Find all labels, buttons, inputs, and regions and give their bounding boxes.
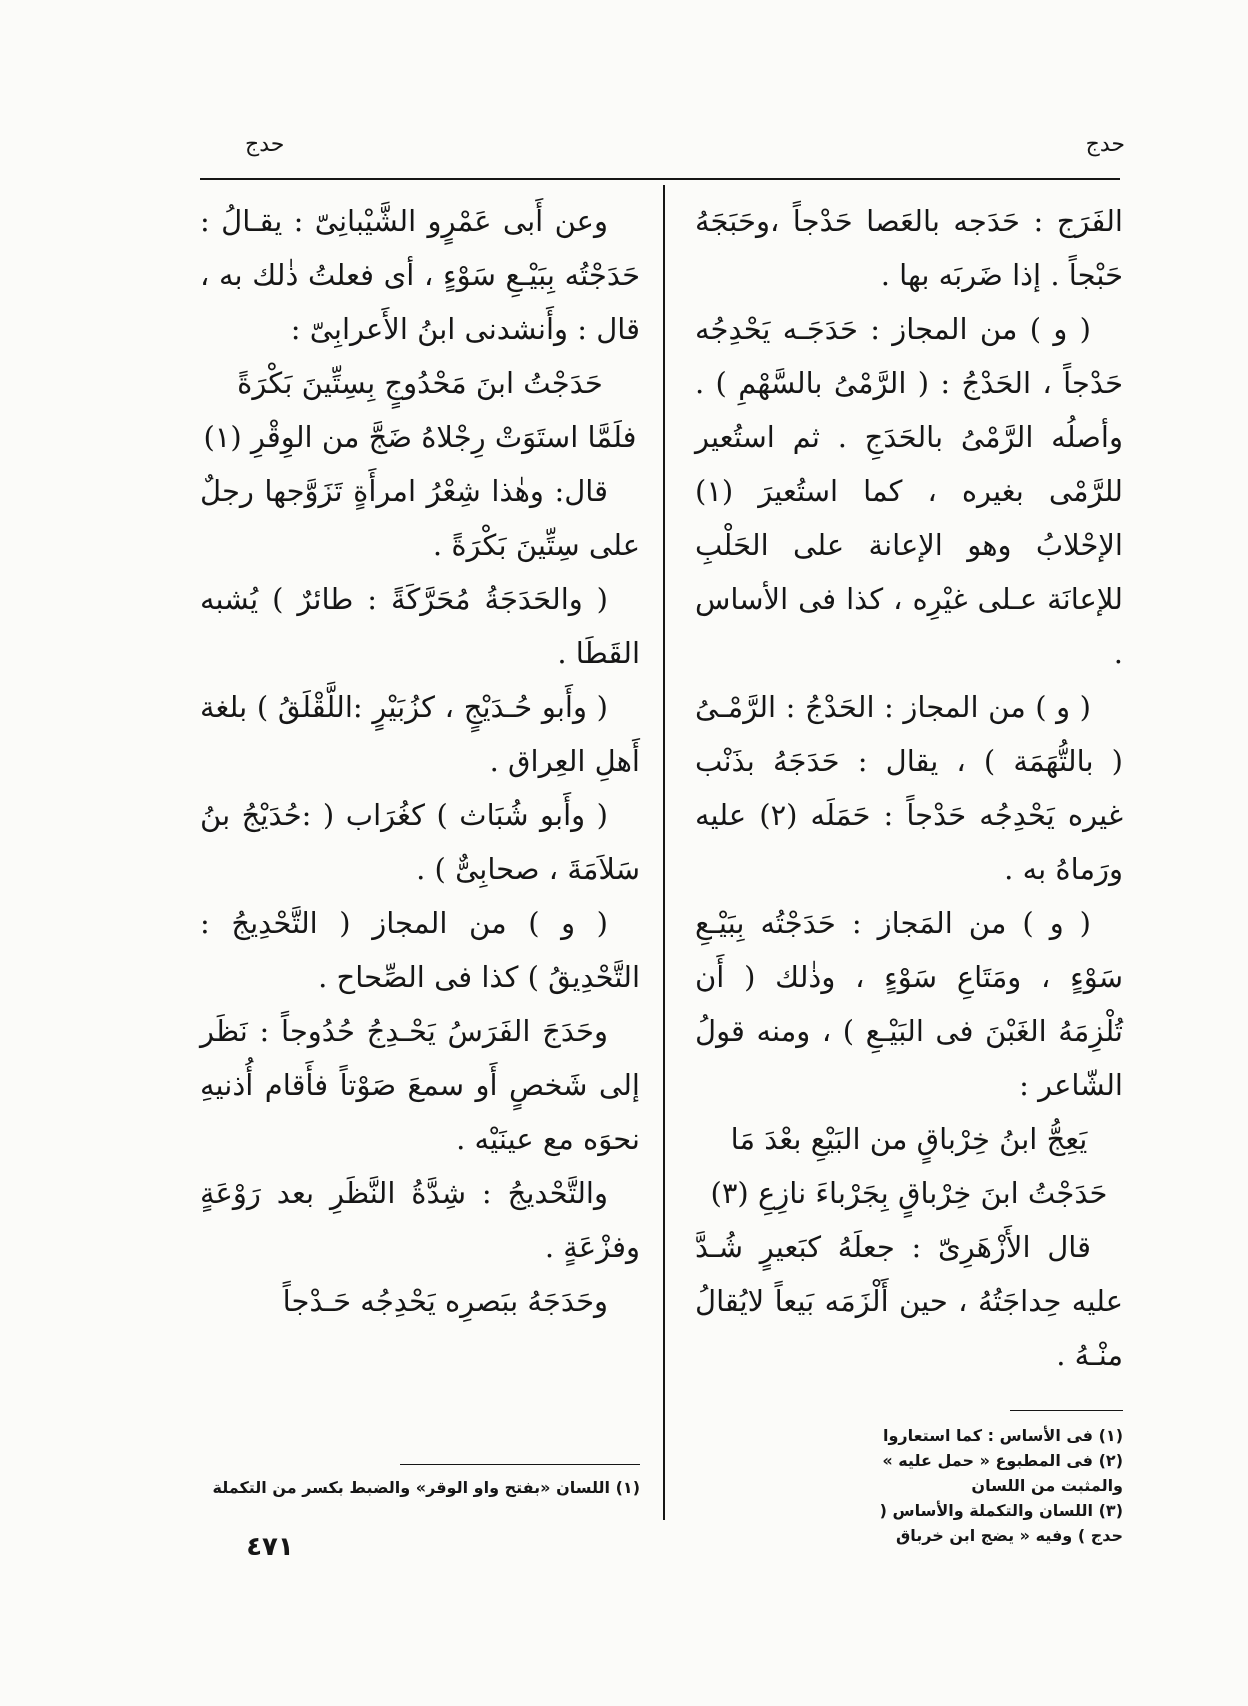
left-paragraph-8: والتَّحْديجُ : شِدَّةُ النَّظَرِ بعد رَوْعَةٍ وفزْعَةٍ . <box>200 1176 640 1264</box>
left-verse-line-1: حَدَجْتُ ابنَ مَحْدُوجٍ بِسِتِّينَ بَكْرَةً <box>237 366 603 400</box>
left-paragraph-6: ( و ) من المجاز ( التَّحْدِيجُ : التَّحْدِيقُ ) كذا فى الصِّحاح . <box>200 906 640 994</box>
page-number: ٤٧١ <box>246 1532 294 1562</box>
column-divider <box>663 185 665 1520</box>
left-paragraph-5: ( وأَبو شُبَاث ) كغُرَاب ( :حُدَيْجُ بنُ سَلاَمَةَ ، صحابِىٌّ ) . <box>200 798 640 886</box>
right-column <box>695 194 1123 1382</box>
left-paragraph-2: قال: وهٰذا شِعْرُ امرأَةٍ تَزَوَّجها رجلٌ على سِتِّينَ بَكْرَةً . <box>200 474 640 562</box>
left-paragraph-9: وحَدَجَهُ ببَصرِه يَحْدِجُه حَـدْجاً <box>282 1284 608 1318</box>
right-verse-line-1: يَعِجُّ ابنُ خِرْباقٍ من البَيْعِ بعْدَ مَا <box>730 1122 1088 1156</box>
right-paragraph-3: ( و ) من المجاز : الحَدْجُ : الرَّمْـىُ ( بالتُّهَمَة ) ، يقال : حَدَجَهُ بذَنْب غيره يَحْدِجُه حَدْجاً : حَمَلَه (٢) عليه ورَماهُ به . <box>695 690 1123 886</box>
left-paragraph-1: وعن أَبى عَمْرٍو الشَّيْبانِىّ : يقـالُ : حَدَجْتُه بِبَيْـعِ سَوْءٍ ، أى فعلتُ ذٰلك به ، قال : وأَنشدنى ابنُ الأَعرابِىّ : <box>200 204 640 346</box>
left-paragraph-3: ( والحَدَجَةُ مُحَرَّكَةً : طائرٌ ) يُشبه القَطَا . <box>200 582 640 670</box>
footnote-right-3: (٣) اللسان والتكملة والأساس ( حدج ) وفيه « يضج ابن خرباق <box>879 1501 1123 1545</box>
footnote-left-1: (١) اللسان «بفتح واو الوقر» والضبط بكسر من التكملة <box>212 1478 640 1497</box>
right-verse-line-2: حَدَجْتُ ابنَ خِرْباقٍ بِجَرْباءَ نازِعِ (٣) <box>710 1176 1108 1210</box>
header-rule <box>200 178 1120 180</box>
left-column <box>200 194 640 1328</box>
right-paragraph-5: قال الأَزْهَرِىّ : جعلَهُ كبَعيرٍ شُـدَّ عليه حِداجَتُهُ ، حين أَلْزَمَه بَيعاً لايُقالُ منْـهُ . <box>695 1230 1123 1372</box>
right-paragraph-4: ( و ) من المَجاز : حَدَجْتُه بِبَيْـعِ سَوْءٍ ، ومَتَاعِ سَوْءٍ ، وذٰلك ( أَن تُلْزِمَهُ الغَبْنَ فى البَيْـعِ ) ، ومنه قولُ الشّاعر : <box>695 906 1123 1102</box>
footnote-right-1: (١) فى الأساس : كما استعاروا <box>883 1426 1123 1445</box>
right-paragraph-2: ( و ) من المجاز : حَدَجَـه يَحْدِجُه حَدْجاً ، الحَدْجُ : ( الرَّمْىُ بالسَّهْمِ ) . وأصلُه الرَّمْىُ بالحَدَجِ . ثم استُعير للرَّمْى بغيره ، كما استُعيرَ (١) الإحْلابُ وهو الإعانة على الحَلْبِ للإعانَة عـلى غيْرِه ، كذا فى الأساس . <box>695 312 1123 670</box>
left-paragraph-4: ( وأَبو حُـدَيْجٍ ، كزُبَيْرٍ :اللَّقْلَقُ ) بلغة أَهلِ العِراق . <box>200 690 640 778</box>
right-paragraph-1: الفَرَج : حَدَجه بالعَصا حَدْجاً ،وحَبَجَهُ حَبْجاً . إذا ضَربَه بها . <box>695 204 1123 292</box>
footnotes-right <box>860 1423 1123 1548</box>
left-paragraph-7: وحَدَجَ الفَرَسُ يَحْـدِجُ حُدُوجاً : نَظَر إلى شَخصٍ أَو سمعَ صَوْتاً فأَقام أُذنيهِ نحوَه مع عينَيْه . <box>200 1014 640 1156</box>
left-verse-line-2: فلَمَّا استَوَتْ رِجْلاهُ ضَجَّ من الوِقْرِ (١) <box>203 420 637 454</box>
footnote-rule-left <box>400 1464 640 1465</box>
running-header-left: حدج <box>245 132 285 157</box>
footnote-right-2: (٢) فى المطبوع « حمل عليه » والمثبت من اللسان <box>882 1451 1123 1495</box>
footnote-rule-right <box>1010 1410 1123 1411</box>
running-header-right: حدج <box>1085 132 1125 157</box>
footnotes-left <box>200 1475 640 1500</box>
